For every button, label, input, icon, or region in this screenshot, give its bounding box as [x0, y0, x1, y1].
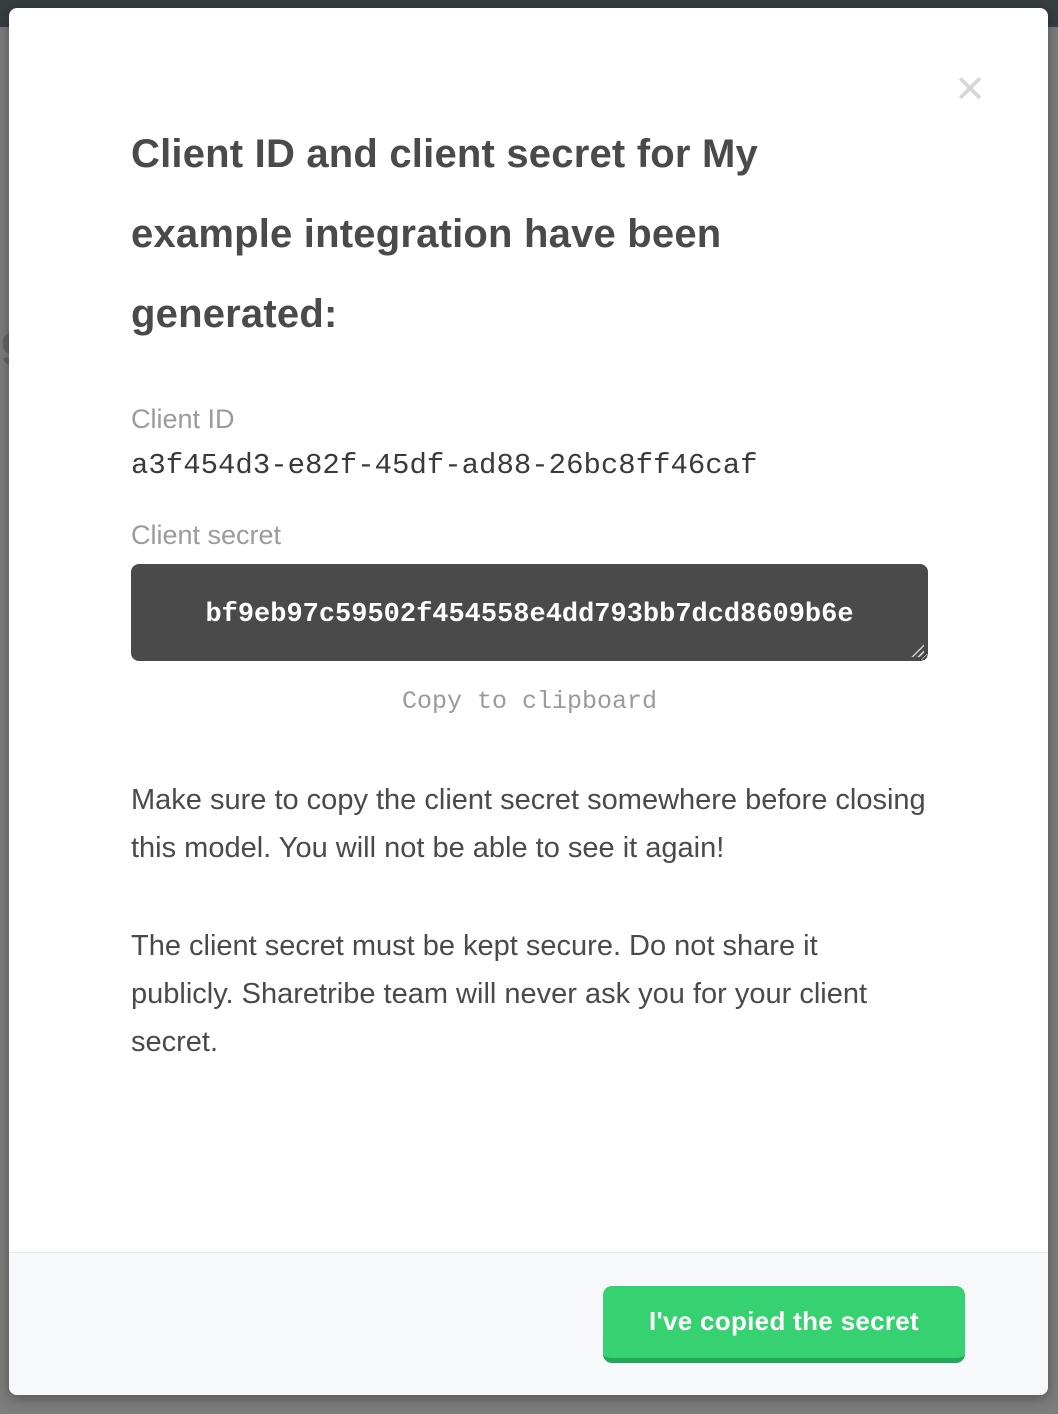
modal-title: Client ID and client secret for My example integration have been generated:: [131, 132, 758, 336]
modal-body: [9, 114, 1048, 1066]
confirm-copied-button[interactable]: I've copied the secret: [603, 1286, 965, 1363]
client-secret-label: Client secret: [131, 520, 282, 550]
close-button[interactable]: [946, 66, 994, 114]
client-secret-field-wrap: [131, 564, 928, 661]
client-secret-textarea[interactable]: [131, 564, 928, 661]
client-id-label: Client ID: [131, 404, 235, 434]
client-id-value: a3f454d3-e82f-45df-ad88-26bc8ff46caf: [131, 449, 758, 482]
copy-warning-text: Make sure to copy the client secret somewhere before closing this model. You will not be able to see it again!: [131, 784, 926, 864]
modal-footer: [9, 1252, 1048, 1395]
credentials-modal: [9, 8, 1048, 1395]
copy-to-clipboard-link[interactable]: Copy to clipboard: [401, 687, 658, 716]
close-icon: ✕: [954, 69, 986, 111]
security-warning-text: The client secret must be kept secure. Do not share it publicly. Sharetribe team will never ask you for your client secret.: [131, 930, 868, 1058]
